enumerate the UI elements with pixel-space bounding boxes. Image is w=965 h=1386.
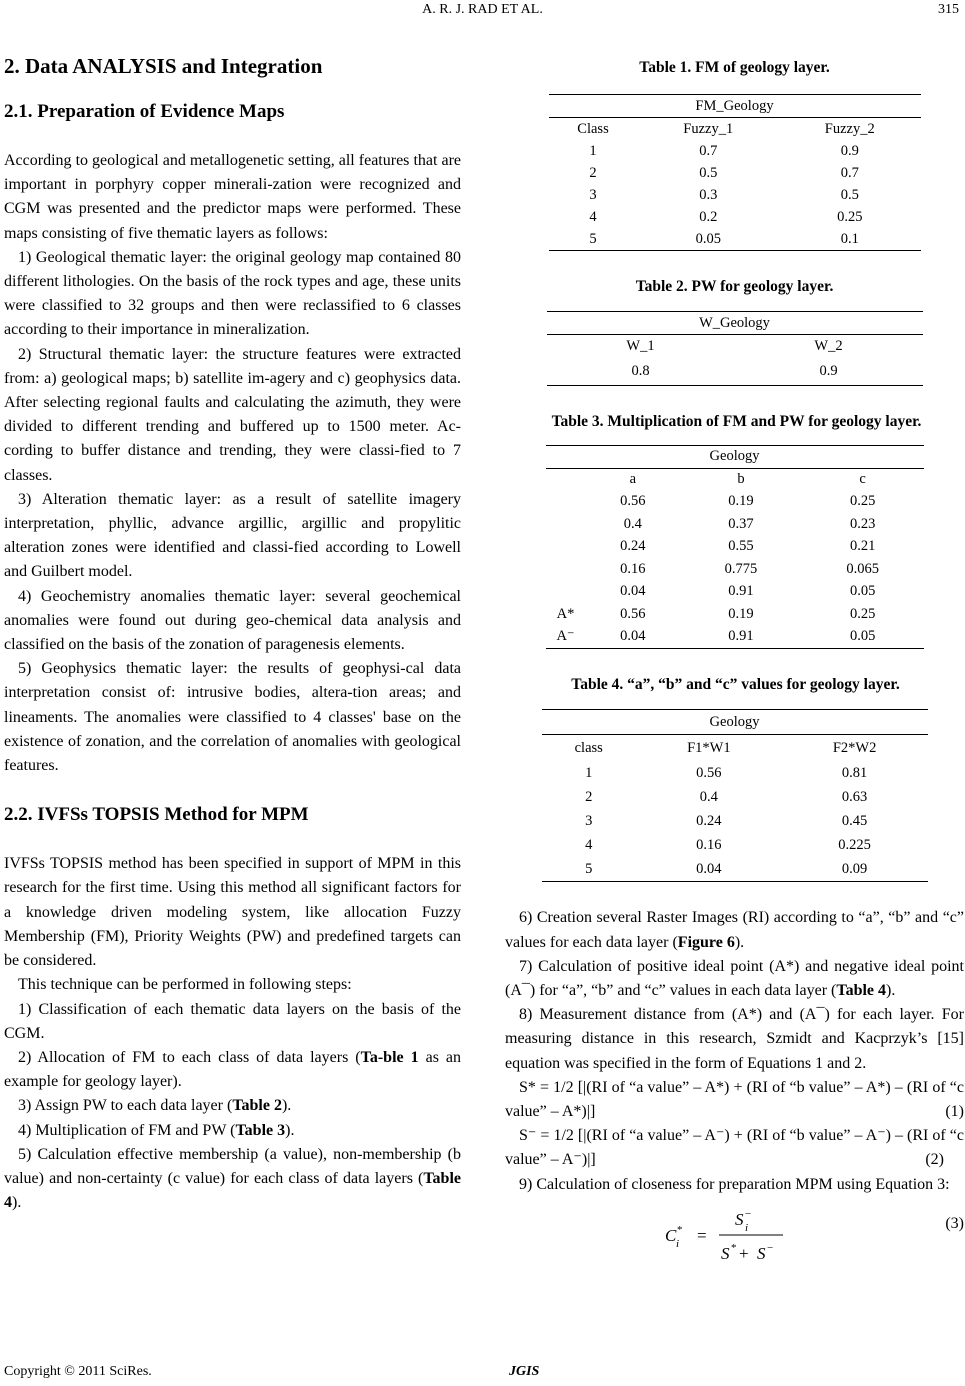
paragraph-ivfss: IVFSs TOPSIS method has been specified in support of MPM in this research for the first time. Using this method all significant factors for a knowledge driven modeling system, like allocation Fuzzy Membership (FM), Priority Weights (PW) and predefined targets can be considered. — [4, 855, 461, 970]
table-cell: 0.9 — [840, 142, 859, 159]
paragraph-geological-layer: 1) Geological thematic layer: the original geology map contained 80 different lithologies. On the basis of the rock types and age, these units were classified to 32 groups and then were reclassified to 6 classes according to their importance in mineralization. — [4, 248, 461, 339]
paragraph-step-4: 4) Multiplication of FM and PW (Table 3). — [18, 1121, 295, 1139]
table-row — [546, 513, 924, 536]
table-row — [546, 603, 924, 626]
table-cell: A⁻ — [546, 626, 586, 649]
table-1-ref[interactable]: Ta-ble 1 — [360, 1048, 419, 1066]
table-1 — [549, 94, 921, 251]
paragraph-geophysics-layer: 5) Geophysics thematic layer: the results of geophysi-cal data interpretation consist of: intrusive bodies, altera-tion areas; and lineaments. The anomalies were classified to 4 classes' base on the existence of zonation, and the correlation of anomalies with geological features. — [4, 660, 461, 775]
table-row — [549, 140, 921, 162]
table-row — [549, 228, 921, 251]
table-cell: 5 — [542, 857, 636, 882]
table-4-title: Table 4. “a”, “b” and “c” values for geology layer. — [571, 676, 900, 694]
table-cell: 0.7 — [840, 164, 859, 181]
table-2-ref[interactable]: Table 2 — [232, 1097, 282, 1115]
paragraph-step-3: 3) Assign PW to each data layer (Table 2). — [18, 1097, 292, 1115]
svg-text:+: + — [739, 1243, 749, 1263]
table-cell: 0.91 — [728, 583, 754, 600]
paragraph-structural-layer: 2) Structural thematic layer: the structure features were extracted from: a) geological maps; b) satellite im-agery and c) geophysics data. After selecting regional faults and calculating the azimuth, they were divided to different trending and buffered up to 1500 meter. Ac-cording to buffer distance and trending, they were classi-fied to 7 classes. — [4, 345, 461, 484]
table-1-col-header: Fuzzy_1 — [683, 120, 734, 137]
table-cell: 0.04 — [636, 857, 782, 882]
section-title: 2. Data ANALYSIS and Integration — [4, 54, 323, 78]
table-cell: 0.1 — [779, 228, 921, 251]
copyright-text: Copyright © 2011 SciRes. — [4, 1364, 152, 1379]
svg-text:*: * — [731, 1241, 737, 1254]
table-4-ref[interactable]: Table 4 — [4, 1169, 461, 1212]
table-cell: 1 — [585, 764, 593, 781]
table-cell: 0.24 — [620, 538, 646, 555]
table-row — [542, 761, 928, 785]
paragraph-step-9: 9) Calculation of closeness for preparation MPM using Equation 3: — [519, 1175, 950, 1193]
paragraph-steps-intro: This technique can be performed in following steps: — [18, 976, 352, 994]
table-cell: 0.25 — [849, 605, 876, 622]
table-2-col-header: W_1 — [626, 337, 655, 354]
running-header — [0, 0, 965, 22]
journal-name: JGIS — [509, 1364, 540, 1379]
table-row — [542, 809, 928, 833]
table-cell: 2 — [585, 788, 593, 805]
table-1-col-header: Fuzzy_2 — [824, 120, 875, 137]
table-row — [549, 184, 921, 206]
equation-2-number: (2) — [925, 1151, 944, 1169]
table-cell: 0.09 — [782, 857, 928, 882]
table-row — [542, 857, 928, 882]
table-cell: 0.56 — [620, 605, 646, 622]
table-cell: 0.05 — [802, 626, 924, 649]
table-cell — [546, 536, 586, 559]
table-cell: 0.9 — [735, 357, 923, 386]
equation-1-number: (1) — [945, 1102, 964, 1120]
subsection-title-2-2: 2.2. IVFSs TOPSIS Method for MPM — [4, 804, 309, 826]
table-cell — [546, 558, 586, 581]
figure-6-ref[interactable]: Figure 6 — [677, 933, 735, 951]
table-cell: 3 — [589, 186, 597, 203]
svg-text:i: i — [676, 1237, 680, 1250]
table-cell: 0.81 — [841, 764, 868, 781]
table-3-col-header: c — [859, 471, 866, 488]
table-cell: 0.63 — [841, 788, 868, 805]
table-row — [542, 833, 928, 857]
table-cell: 0.3 — [699, 186, 718, 203]
table-cell: 0.04 — [620, 583, 646, 600]
table-cell: 0.2 — [699, 208, 718, 225]
table-3-col-header — [546, 468, 586, 491]
table-cell: 0.05 — [638, 228, 779, 251]
table-4-ref[interactable]: Table 4 — [836, 981, 887, 999]
svg-text:*: * — [677, 1223, 683, 1236]
table-row — [546, 491, 924, 514]
paragraph-step-1: 1) Classification of each thematic data layers on the basis of the CGM. — [4, 1000, 461, 1042]
table-cell: 0.16 — [620, 560, 646, 577]
table-4 — [542, 709, 928, 882]
paragraph-intro: According to geological and metallogenetic setting, all features that are important in porphyry copper minerali-zation were recognized and CGM was presented and the predictor maps were performed. These maps consisting of five thematic layers as follows: — [4, 152, 461, 242]
table-cell: 4 — [589, 208, 597, 225]
table-row — [549, 162, 921, 184]
left-column — [4, 50, 461, 1215]
table-cell: 0.05 — [849, 583, 876, 600]
table-row — [546, 626, 924, 649]
svg-text:i: i — [745, 1221, 749, 1234]
table-cell: 0.37 — [728, 515, 754, 532]
table-2 — [547, 311, 923, 386]
equation-3-number: (3) — [945, 1214, 964, 1232]
table-cell: 0.56 — [620, 493, 646, 510]
table-3-ref[interactable]: Table 3 — [235, 1121, 286, 1139]
table-2-title: Table 2. PW for geology layer. — [635, 278, 834, 296]
table-cell: 0.7 — [699, 142, 718, 159]
table-4-col-header: class — [574, 739, 603, 756]
svg-text:−: − — [745, 1207, 752, 1220]
table-cell: 0.065 — [846, 560, 879, 577]
equation-3-lhs: C — [665, 1225, 677, 1245]
table-1-col-header: Class — [577, 120, 609, 137]
table-2-col-header: W_2 — [814, 337, 843, 354]
table-4-col-header: F2*W2 — [832, 739, 877, 756]
table-1-title: Table 1. FM of geology layer. — [639, 59, 830, 76]
table-cell: 0.21 — [849, 538, 876, 555]
table-3-col-header: b — [737, 471, 745, 488]
paragraph-alteration-layer: 3) Alteration thematic layer: as a result of satellite imagery interpretation, phyllic, advance argillic, argillic and propylitic alteration zones were identified and classi-fied according to Lowell and Guilbert model. — [4, 490, 461, 581]
svg-text:S: S — [757, 1243, 766, 1263]
table-cell — [546, 581, 586, 604]
table-cell: 5 — [549, 228, 638, 251]
table-cell: 0.23 — [849, 515, 876, 532]
table-1-group-header: FM_Geology — [549, 95, 921, 118]
table-row — [546, 581, 924, 604]
table-cell — [546, 491, 586, 514]
paragraph-geochemistry-layer: 4) Geochemistry anomalies thematic layer: several geochemical anomalies were found out during geo-chemical data analysis and classified on the basis of the zonation of paragenesis elements. — [4, 587, 461, 654]
table-4-col-header: F1*W1 — [687, 739, 731, 756]
table-row — [547, 357, 923, 386]
table-row — [546, 536, 924, 559]
table-3-title: Table 3. Multiplication of FM and PW for geology layer. — [551, 413, 922, 431]
equation-1: S* = 1/2 [|(RI of “a value” – A*) + (RI of “b value” – A*) – (RI of “c value” – A*)|] (1) — [505, 1076, 964, 1124]
table-cell: 1 — [589, 142, 597, 159]
table-cell: 0.16 — [696, 836, 722, 853]
table-cell: 0.19 — [728, 493, 754, 510]
paragraph-step-2: 2) Allocation of FM to each class of data layers (Ta-ble 1 as an example for geology layer). — [4, 1048, 462, 1091]
equation-3 — [505, 1197, 964, 1267]
table-cell: 0.5 — [840, 186, 859, 203]
equation-2: S⁻ = 1/2 [|(RI of “a value” – A⁻) + (RI of “b value” – A⁻) – (RI of “c value” – A⁻)|] (2) — [505, 1124, 964, 1172]
paragraph-step-7: 7) Calculation of positive ideal point (A*) and negative ideal point (A¯) for “a”, “b” and “c” values in each data layer (Table 4). — [505, 957, 964, 999]
svg-text:=: = — [697, 1225, 707, 1245]
table-cell: 0.56 — [696, 764, 722, 781]
paragraph-step-6: 6) Creation several Raster Images (RI) according to “a”, “b” and “c” values for each data layer (Figure 6). — [505, 909, 964, 951]
svg-text:S: S — [735, 1209, 744, 1229]
table-cell: 0.55 — [728, 538, 754, 555]
table-4-group-header: Geology — [542, 710, 928, 735]
table-cell: 0.4 — [623, 515, 642, 532]
table-cell: 0.91 — [680, 626, 802, 649]
svg-text:S: S — [721, 1243, 730, 1263]
table-cell: 4 — [585, 836, 593, 853]
table-row — [542, 785, 928, 809]
table-cell: 0.775 — [724, 560, 758, 577]
table-row — [549, 206, 921, 228]
table-cell: 0.04 — [586, 626, 681, 649]
table-cell: 0.5 — [699, 164, 718, 181]
subsection-title-2-1: 2.1. Preparation of Evidence Maps — [4, 101, 285, 122]
table-cell: 0.45 — [841, 812, 868, 829]
table-cell: 0.225 — [838, 836, 871, 853]
table-row — [546, 558, 924, 581]
table-cell: 0.25 — [837, 208, 863, 225]
right-column — [505, 56, 964, 1267]
paragraph-step-8: 8) Measurement distance from (A*) and (A¯) for each layer. For measuring distance in this research, Szmidt and Kacprzyk’s [15] equation was specified in the form of Equations 1 and 2. — [505, 1006, 964, 1072]
table-cell: 0.25 — [849, 493, 876, 510]
table-cell: 0.4 — [699, 788, 718, 805]
svg-text:−: − — [767, 1241, 774, 1254]
equation-3-formula — [635, 1197, 935, 1267]
page-footer — [4, 1364, 961, 1380]
table-2-group-header: W_Geology — [547, 312, 923, 335]
table-3-col-header: a — [629, 471, 637, 488]
table-cell — [546, 513, 586, 536]
table-cell: 2 — [589, 164, 597, 181]
table-cell: 0.24 — [696, 812, 722, 829]
running-title: A. R. J. RAD ET AL. — [422, 2, 543, 17]
table-cell: 0.8 — [547, 357, 735, 386]
table-3 — [546, 445, 924, 650]
table-cell: 3 — [585, 812, 593, 829]
page-number: 315 — [938, 2, 959, 17]
table-3-group-header: Geology — [546, 445, 924, 468]
table-cell: 0.19 — [728, 605, 754, 622]
table-cell: A* — [556, 605, 575, 622]
paragraph-step-5: 5) Calculation effective membership (a value), non-membership (b value) and non-certainty (c value) for each class of data layers (Table 4). — [4, 1145, 461, 1212]
